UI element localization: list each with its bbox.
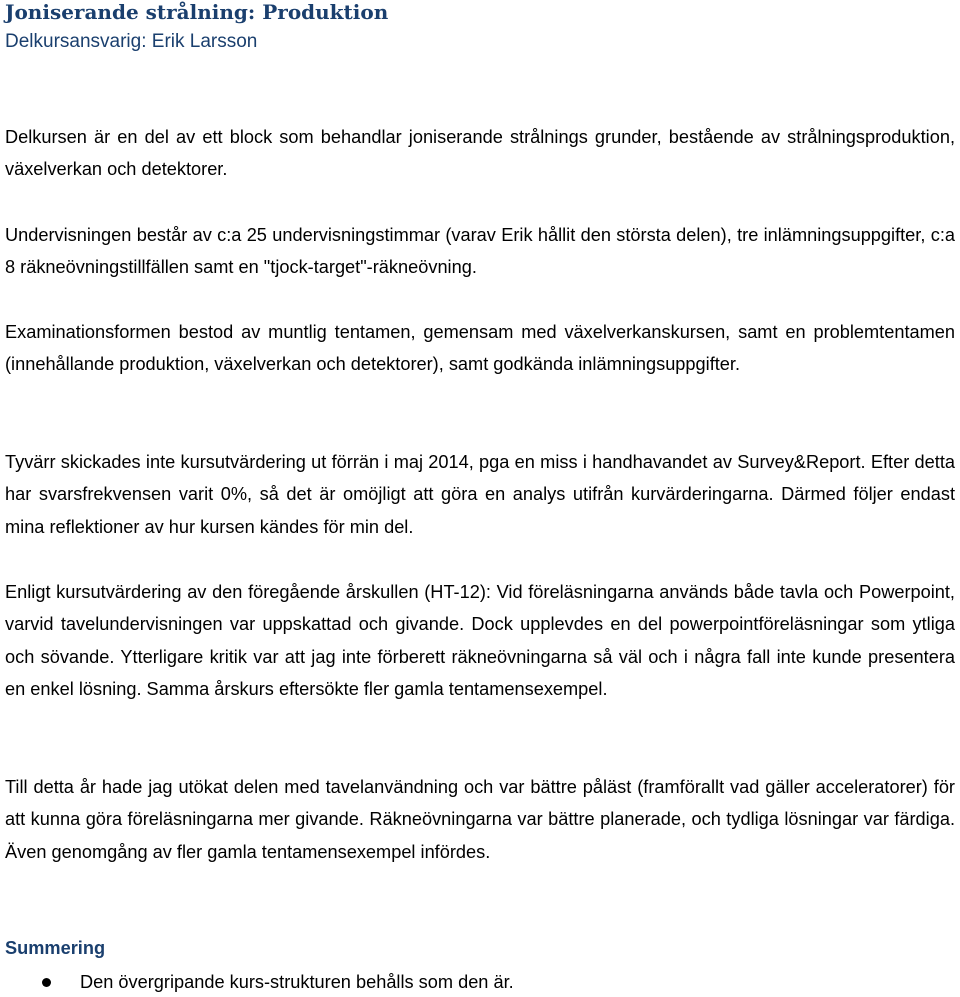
summary-list bbox=[5, 967, 514, 997]
paragraph-previous-feedback: Enligt kursutvärdering av den föregående årskullen (HT-12): Vid föreläsningarna används både tavla och Powerpoint, varvid tavelundervisningen var uppskattad och givande. Dock upplevdes en del powerpointföreläsningar som ytliga och sövande. Ytterligare kritik var att jag inte förberett räkneövningarna så väl och i några fall inte kunde presentera en enkel lösning. Samma årskurs eftersökte fler gamla tentamensexempel. bbox=[5, 582, 955, 699]
course-responsible: Delkursansvarig: Erik Larsson bbox=[5, 31, 258, 52]
summary-item-text: Den övergripande kurs-strukturen behålls som den är. bbox=[80, 972, 514, 992]
paragraph-changes: Till detta år hade jag utökat delen med tavelanvändning och var bättre påläst (framförallt vad gäller acceleratorer) för att kunna göra föreläsningarna mer givande. Räkneövningarna var bättre planerade, och tydliga lösningar var färdiga. Även genomgång av fler gamla tentamensexempel infördes. bbox=[5, 777, 955, 862]
document-title: Joniserande strålning: Produktion bbox=[5, 0, 389, 24]
list-item bbox=[5, 967, 514, 997]
paragraph-evaluation: Tyvärr skickades inte kursutvärdering ut förrän i maj 2014, pga en miss i handhavandet av Survey&Report. Efter detta har svarsfrekvensen varit 0%, så det är omöjligt att göra en analys utifrån kurvärderingarna. Därmed följer endast mina reflektioner av hur kursen kändes för min del. bbox=[5, 452, 955, 537]
bullet-icon bbox=[42, 978, 51, 987]
summary-heading: Summering bbox=[5, 938, 106, 958]
paragraph-teaching: Undervisningen består av c:a 25 undervisningstimmar (varav Erik hållit den största delen), tre inlämningsuppgifter, c:a 8 räkneövningstillfällen samt en "tjock-target"-räkneövning. bbox=[5, 225, 955, 278]
paragraph-intro: Delkursen är en del av ett block som behandlar joniserande strålnings grunder, bestående av strålningsproduktion, växelverkan och detektorer. bbox=[5, 127, 955, 180]
paragraph-examination: Examinationsformen bestod av muntlig tentamen, gemensam med växelverkanskursen, samt en problemtentamen (innehållande produktion, växelverkan och detektorer), samt godkända inlämningsuppgifter. bbox=[5, 322, 955, 375]
